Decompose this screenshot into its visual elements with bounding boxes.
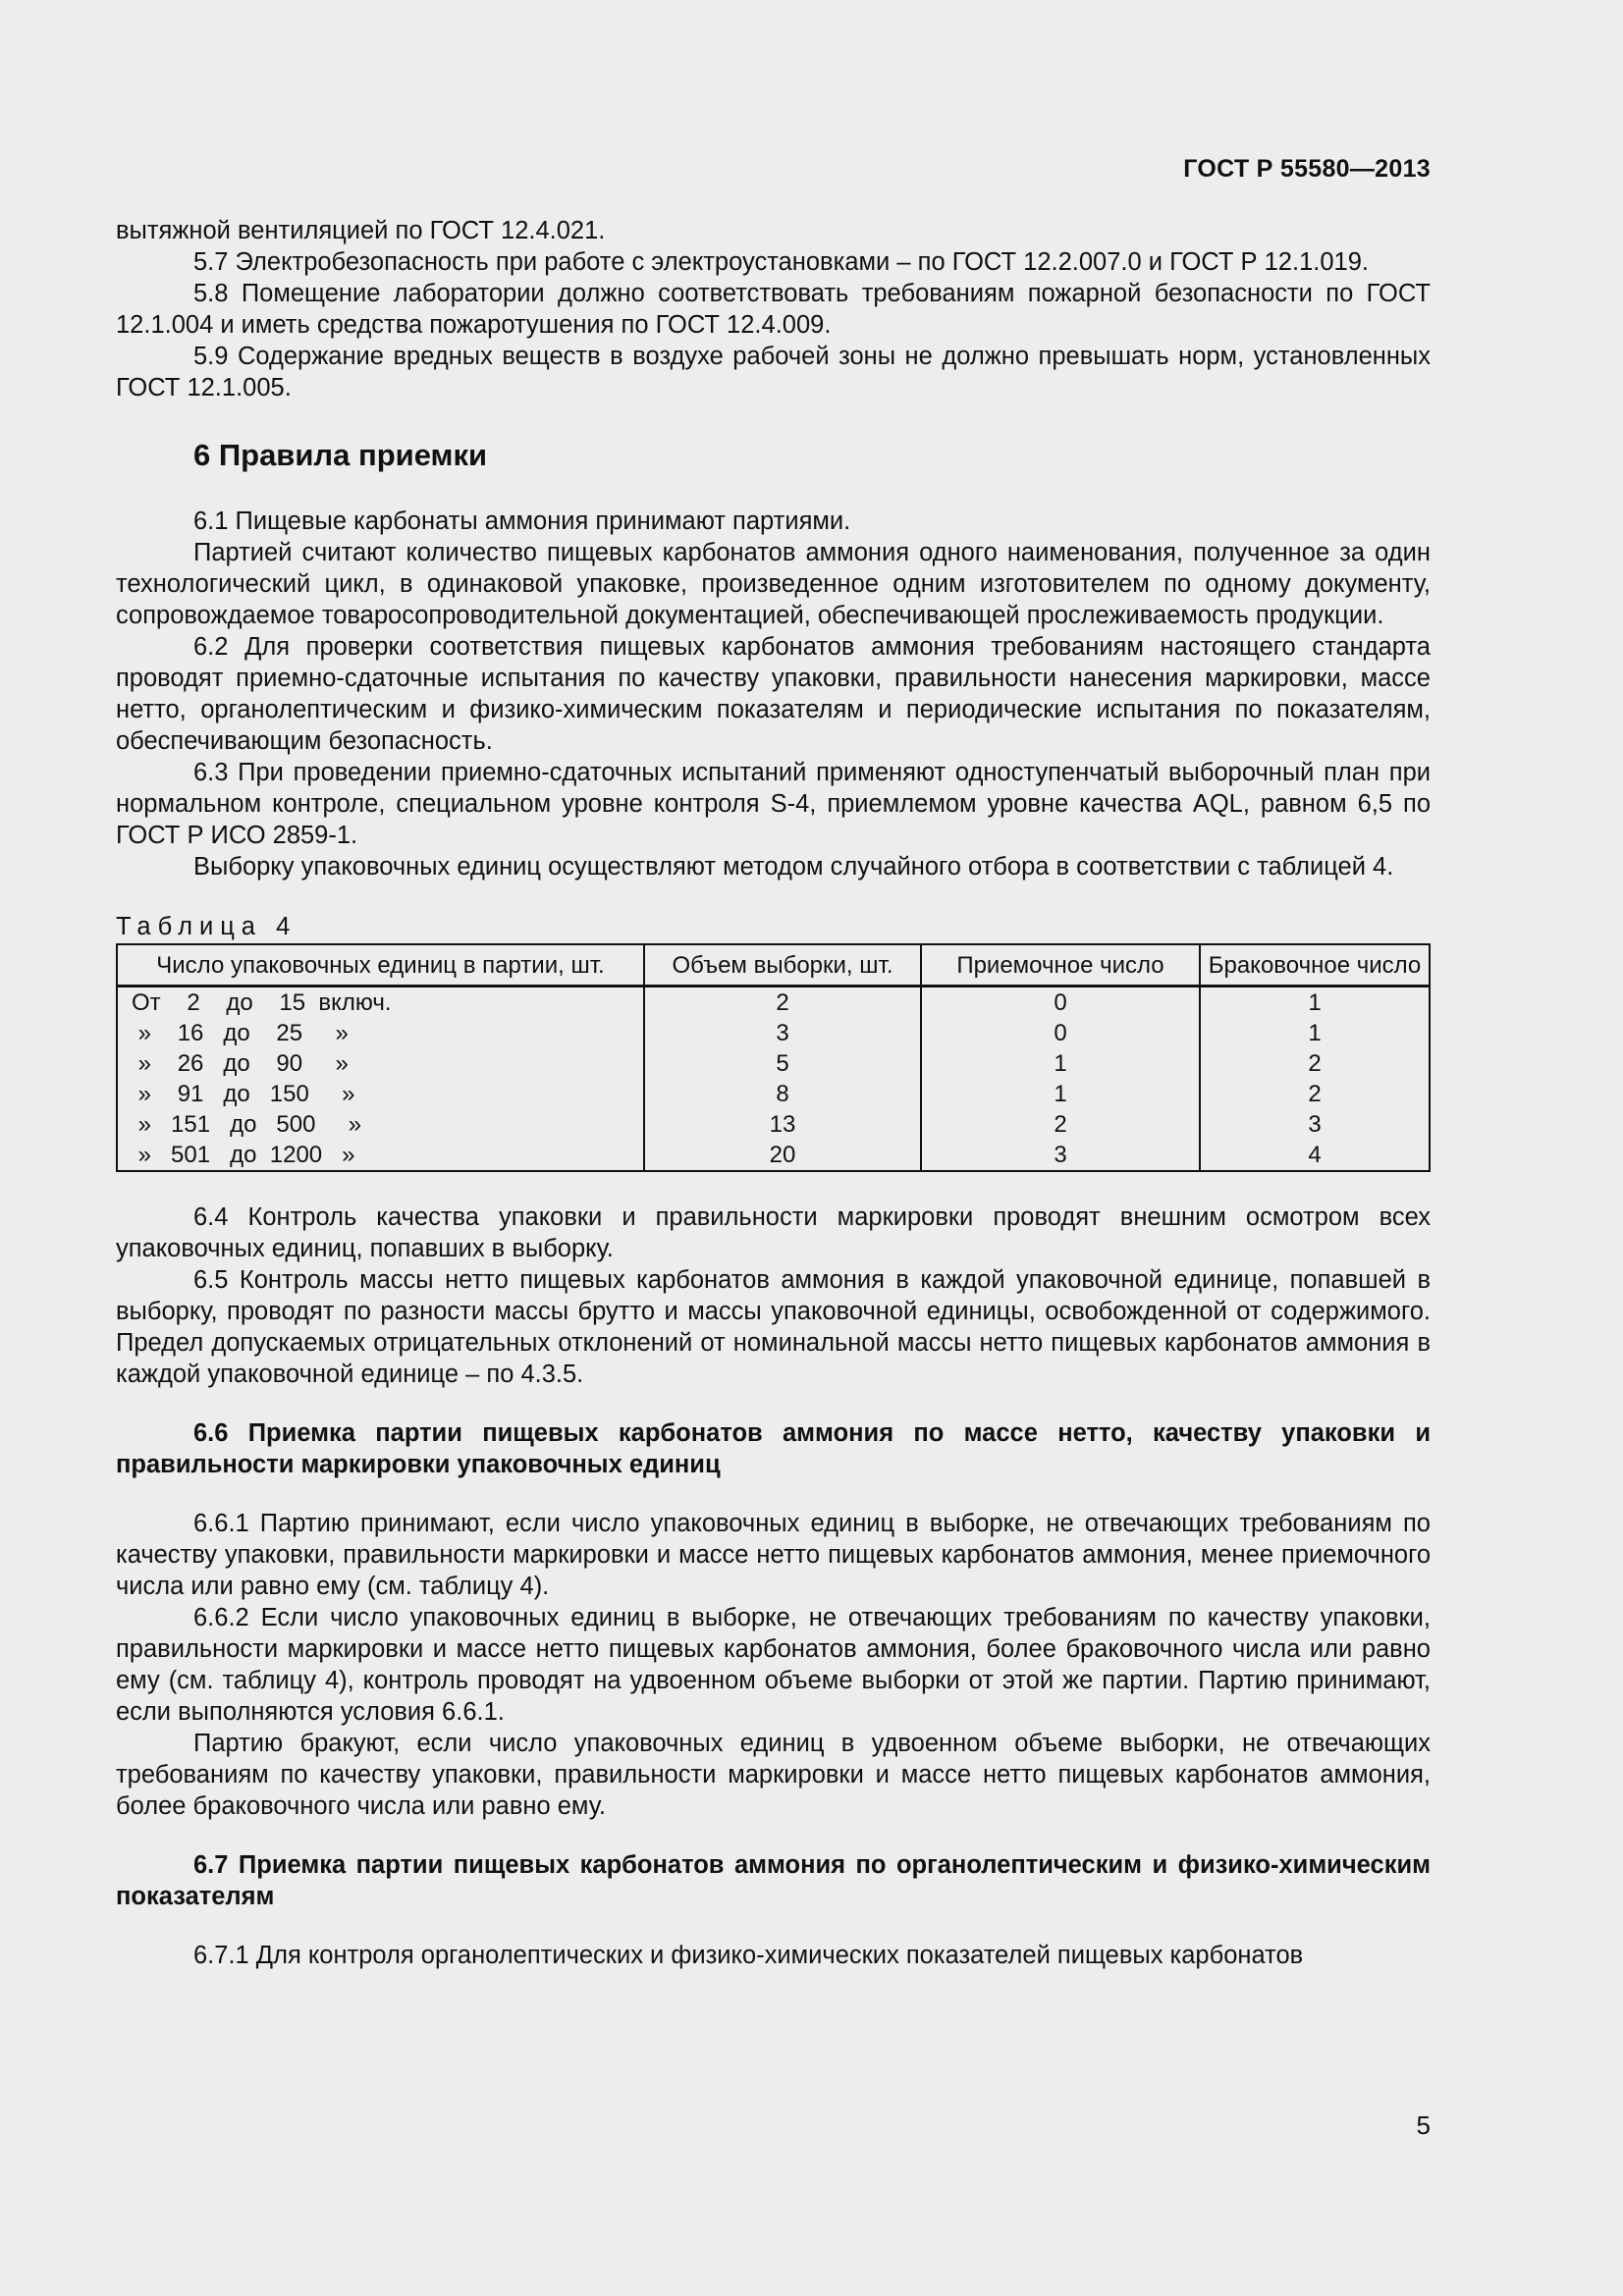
paragraph: 5.7 Электробезопасность при работе с электроустановками – по ГОСТ 12.2.007.0 и ГОСТ Р 12.1.019.	[193, 248, 1369, 276]
table-cell: » 501 до 1200 »	[117, 1140, 644, 1171]
table-cell: » 151 до 500 »	[117, 1109, 644, 1140]
paragraph: вытяжной вентиляцией по ГОСТ 12.4.021.	[116, 217, 606, 244]
table-cell: 8	[644, 1079, 921, 1109]
page-number: 5	[1416, 2110, 1431, 2140]
subsection-title: 6.6 Приемка партии пищевых карбонатов аммония по массе нетто, качеству упаковки и правильности маркировки упаковочных единиц	[116, 1419, 1431, 1478]
paragraph: 6.6.1 Партию принимают, если число упаковочных единиц в выборке, не отвечающих требованиям по качеству упаковки, правильности маркировки и массе нетто пищевых карбонатов аммония, менее приемочного числа или равно ему (см. таблицу 4).	[116, 1510, 1431, 1600]
sampling-table	[116, 943, 1431, 1172]
document-header: ГОСТ Р 55580—2013	[1183, 155, 1431, 183]
table-cell: 1	[1200, 987, 1430, 1019]
table-cell: 2	[1200, 1048, 1430, 1079]
table-row	[117, 1018, 1430, 1048]
table-cell: 2	[921, 1109, 1200, 1140]
section-title: 6 Правила приемки	[193, 438, 488, 472]
table-row	[117, 1109, 1430, 1140]
table-cell: 13	[644, 1109, 921, 1140]
table-cell: 2	[644, 987, 921, 1019]
paragraph: 6.5 Контроль массы нетто пищевых карбонатов аммония в каждой упаковочной единице, попавшей в выборку, проводят по разности массы брутто и массы упаковочной единицы, освобожденной от содержимого. Предел допускаемых отрицательных отклонений от номинальной массы нетто пищевых карбонатов аммония в каждой упаковочной единице – по 4.3.5.	[116, 1266, 1431, 1388]
column-header: Приемочное число	[921, 944, 1200, 987]
table-header-row	[117, 944, 1430, 987]
table-cell: » 26 до 90 »	[117, 1048, 644, 1079]
paragraph: Партию бракуют, если число упаковочных единиц в удвоенном объеме выборки, не отвечающих требованиям по качеству упаковки, правильности маркировки и массе нетто пищевых карбонатов аммония, более браковочного числа или равно ему.	[116, 1730, 1431, 1820]
table-cell: 0	[921, 987, 1200, 1019]
paragraph: 5.8 Помещение лаборатории должно соответствовать требованиям пожарной безопасности по ГОСТ 12.1.004 и иметь средства пожаротушения по ГОСТ 12.4.009.	[116, 280, 1431, 339]
paragraph: Выборку упаковочных единиц осуществляют методом случайного отбора в соответствии с таблицей 4.	[193, 853, 1394, 881]
paragraph: 6.1 Пищевые карбонаты аммония принимают партиями.	[193, 507, 851, 535]
table-cell: 2	[1200, 1079, 1430, 1109]
document-body	[116, 215, 1431, 1971]
table-cell: » 91 до 150 »	[117, 1079, 644, 1109]
table-row	[117, 987, 1430, 1019]
column-header: Число упаковочных единиц в партии, шт.	[117, 944, 644, 987]
paragraph: 6.7.1 Для контроля органолептических и физико-химических показателей пищевых карбонатов	[193, 1942, 1304, 1969]
paragraph: Партией считают количество пищевых карбонатов аммония одного наименования, полученное за один технологический цикл, в одинаковой упаковке, произведенное одним изготовителем по одному документу, сопровождаемое товаросопроводительной документацией, обеспечивающей прослеживаемость продукции.	[116, 539, 1431, 629]
table-cell: 3	[1200, 1109, 1430, 1140]
table-row	[117, 1079, 1430, 1109]
table-cell: От 2 до 15 включ.	[117, 987, 644, 1019]
paragraph: 6.6.2 Если число упаковочных единиц в выборке, не отвечающих требованиям по качеству упаковки, правильности маркировки и массе нетто пищевых карбонатов аммония, более браковочного числа или равно ему (см. таблицу 4), контроль проводят на удвоенном объеме выборки от этой же партии. Партию принимают, если выполняются условия 6.6.1.	[116, 1604, 1431, 1726]
column-header: Браковочное число	[1200, 944, 1430, 987]
column-header: Объем выборки, шт.	[644, 944, 921, 987]
table-cell: 20	[644, 1140, 921, 1171]
table-caption: Таблица 4	[116, 913, 298, 940]
table-row	[117, 1048, 1430, 1079]
table-cell: 1	[921, 1079, 1200, 1109]
table-cell: 4	[1200, 1140, 1430, 1171]
table-cell: 3	[644, 1018, 921, 1048]
table-cell: » 16 до 25 »	[117, 1018, 644, 1048]
subsection-title: 6.7 Приемка партии пищевых карбонатов аммония по органолептическим и физико-химическим показателям	[116, 1851, 1431, 1910]
table-cell: 1	[921, 1048, 1200, 1079]
paragraph: 5.9 Содержание вредных веществ в воздухе рабочей зоны не должно превышать норм, установленных ГОСТ 12.1.005.	[116, 343, 1431, 401]
table-cell: 1	[1200, 1018, 1430, 1048]
table-cell: 5	[644, 1048, 921, 1079]
paragraph: 6.3 При проведении приемно-сдаточных испытаний применяют одноступенчатый выборочный план при нормальном контроле, специальном уровне контроля S-4, приемлемом уровне качества AQL, равном 6,5 по ГОСТ Р ИСО 2859-1.	[116, 759, 1431, 849]
table-row	[117, 1140, 1430, 1171]
table-cell: 3	[921, 1140, 1200, 1171]
paragraph: 6.4 Контроль качества упаковки и правильности маркировки проводят внешним осмотром всех упаковочных единиц, попавших в выборку.	[116, 1203, 1431, 1262]
paragraph: 6.2 Для проверки соответствия пищевых карбонатов аммония требованиям настоящего стандарта проводят приемно-сдаточные испытания по качеству упаковки, правильности нанесения маркировки, массе нетто, органолептическим и физико-химическим показателям и периодические испытания по показателям, обеспечивающим безопасность.	[116, 633, 1431, 755]
table-cell: 0	[921, 1018, 1200, 1048]
